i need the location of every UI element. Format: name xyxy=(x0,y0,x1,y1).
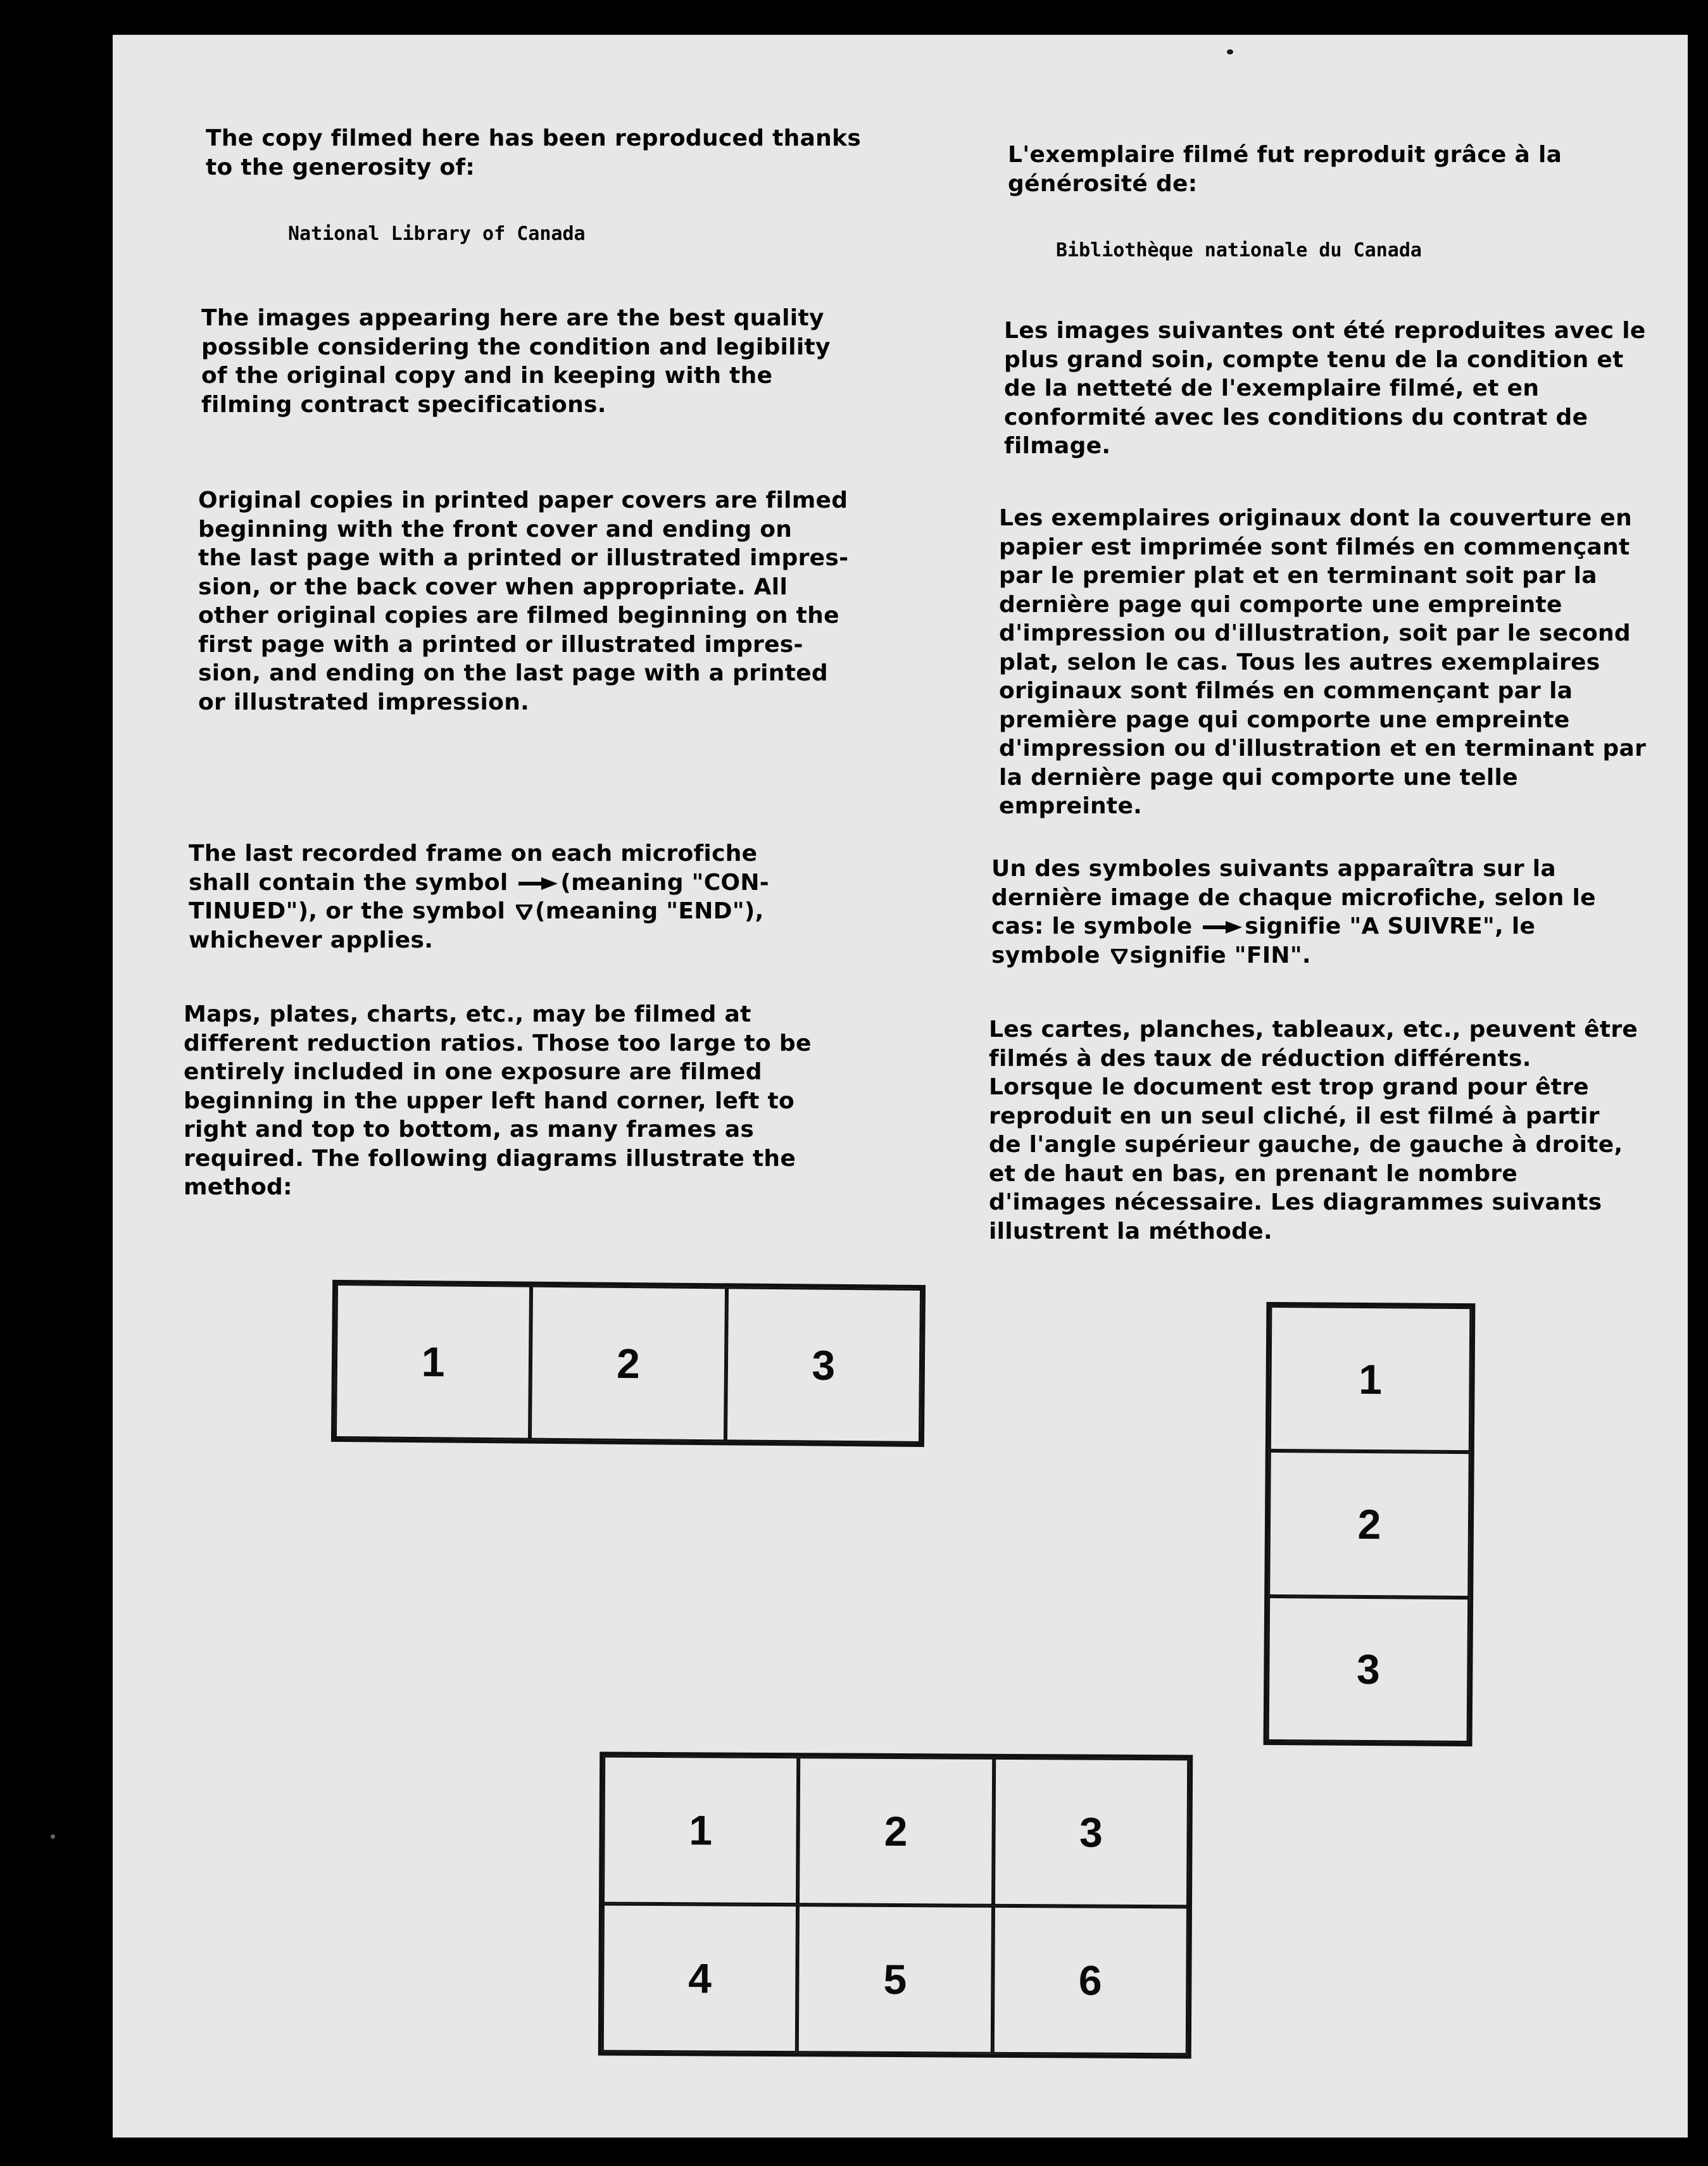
frame-cell: 2 xyxy=(798,1756,994,1906)
film-speck xyxy=(1227,49,1233,54)
diagram-vertical-three-frames xyxy=(1264,1302,1476,1746)
french-symbols-paragraph: Un des symboles suivants apparaîtra sur la dernière image de chaque microfiche, selon le cas: le symbole signifie "A SUIVRE", le symbole signifie "FIN". xyxy=(991,856,1596,968)
french-covers-paragraph: Les exemplaires originaux dont la couverture en papier est imprimée sont filmés en commençant par le premier plat et en terminant soit par la dernière page qui comporte une empreinte d'impression ou d'illustration, soit par le second plat, selon le cas. Tous les autres exemplaires originaux sont filmés en commençant par la première page qui comporte une empreinte d'impression ou d'illustration et en terminant par la dernière page qui comporte une telle empreinte. xyxy=(999,505,1647,819)
english-intro: The copy filmed here has been reproduced thanks to the generosity of: xyxy=(206,125,862,180)
english-maps-paragraph: Maps, plates, charts, etc., may be filmed at different reduction ratios. Those too large to be entirely included in one exposure are filmed beginning in the upper left hand corner, left to right and top to bottom, as many frames as required. The following diagrams illustrate the method: xyxy=(184,1001,812,1200)
frame-cell: 1 xyxy=(603,1756,799,1905)
french-intro: L'exemplaire filmé fut reproduit grâce à la générosité de: xyxy=(1008,142,1562,197)
continued-arrow-icon xyxy=(518,877,558,890)
french-maps-paragraph: Les cartes, planches, tableaux, etc., peuvent être filmés à des taux de réduction différents. Lorsque le document est trop grand pour être reproduit en un seul cliché, il est filmé à partir de l'angle supérieur gauche, de gauche à droite, et de haut en bas, en prenant le nombre d'images nécessaire. Les diagrammes suivants illustrent la méthode. xyxy=(989,1017,1638,1244)
frame-cell: 5 xyxy=(797,1905,993,2054)
french-quality-paragraph: Les images suivantes ont été reproduites avec le plus grand soin, compte tenu de la condition et de la netteté de l'exemplaire filmé, et en conformité avec les conditions du contrat de filmage. xyxy=(1004,318,1646,459)
frame-cell: 1 xyxy=(1269,1306,1472,1453)
frame-cell: 6 xyxy=(992,1906,1188,2055)
end-triangle-icon xyxy=(1111,949,1127,964)
frame-cell: 3 xyxy=(1267,1596,1470,1743)
english-quality-paragraph: The images appearing here are the best quality possible considering the condition and legibility of the original copy and in keeping with the filming contract specifications. xyxy=(201,305,831,418)
english-covers-paragraph: Original copies in printed paper covers are filmed beginning with the front cover and ending on the last page with a printed or illustrated impres- sion, or the back cover when appropriate. All other original copies are filmed beginning on the first page with a printed or illustrated impres- sion, and ending on the last page with a printed or illustrated impression. xyxy=(198,487,849,715)
english-symbols-paragraph: The last recorded frame on each microfiche shall contain the symbol (meaning "CON- TINUED"), or the symbol (meaning "END"), whichever applies. xyxy=(189,841,769,953)
frame-cell: 4 xyxy=(602,1904,798,2053)
diagram-horizontal-three-frames xyxy=(331,1280,926,1447)
continued-arrow-icon xyxy=(1203,921,1242,934)
frame-cell: 1 xyxy=(335,1284,531,1440)
english-library-name: National Library of Canada xyxy=(288,223,586,245)
frame-cell: 3 xyxy=(993,1758,1190,1907)
end-triangle-icon xyxy=(516,905,532,920)
film-speck xyxy=(51,1834,55,1839)
frame-cell: 2 xyxy=(1268,1451,1471,1598)
frame-cell: 2 xyxy=(530,1286,726,1442)
french-library-name: Bibliothèque nationale du Canada xyxy=(1056,239,1422,261)
diagram-six-frame-grid xyxy=(598,1752,1193,2059)
frame-cell: 3 xyxy=(725,1287,922,1443)
